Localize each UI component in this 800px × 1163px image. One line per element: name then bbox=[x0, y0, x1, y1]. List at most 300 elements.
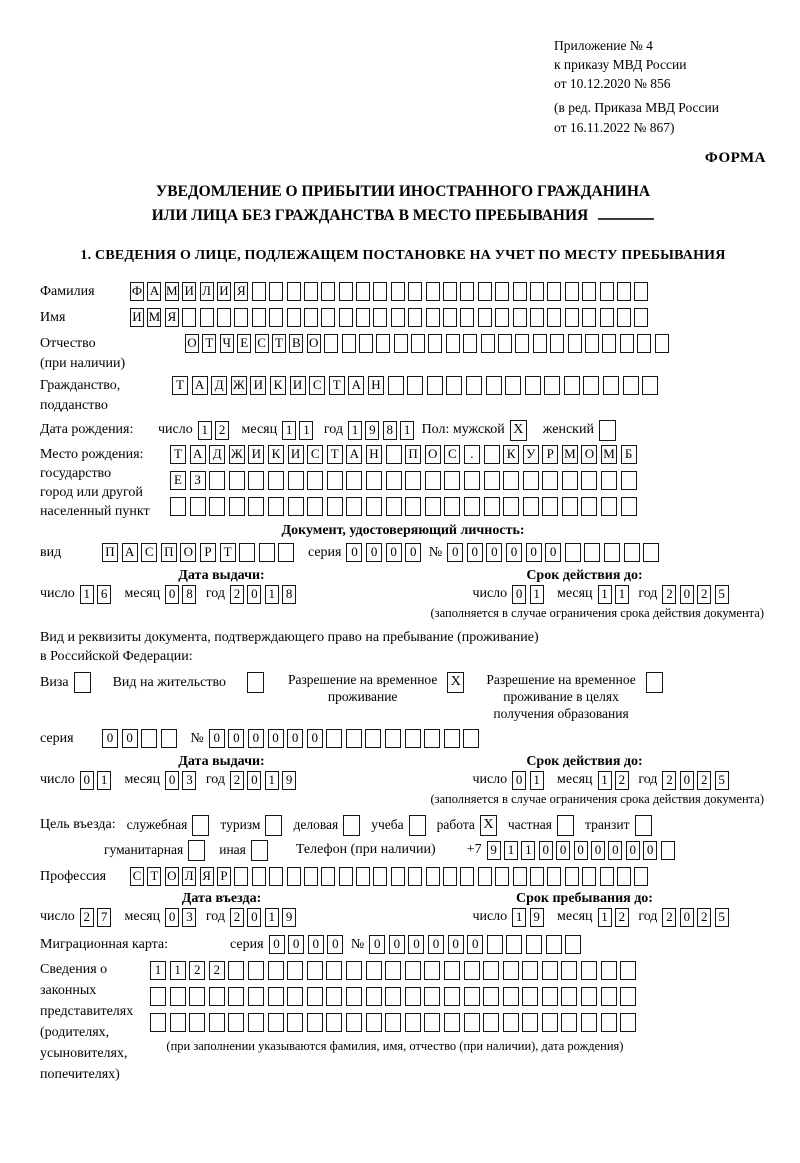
char-cell bbox=[557, 815, 574, 836]
entry-month-boxes bbox=[165, 908, 200, 927]
char-cell: Т bbox=[329, 376, 345, 395]
surname-row bbox=[40, 282, 766, 302]
expiry-date-heading: Срок действия до: bbox=[526, 753, 643, 769]
char-cell bbox=[424, 1013, 440, 1032]
char-cell bbox=[307, 961, 323, 980]
visa-label: Виза bbox=[40, 674, 69, 690]
char-cell: 8 bbox=[182, 585, 196, 604]
firstname-label: Имя bbox=[40, 309, 66, 325]
form-title-line2-text: ИЛИ ЛИЦА БЕЗ ГРАЖДАНСТВА В МЕСТО ПРЕБЫВАНИЯ bbox=[151, 206, 589, 224]
char-cell bbox=[252, 867, 266, 886]
char-cell bbox=[326, 1013, 342, 1032]
char-cell: 0 bbox=[467, 935, 483, 954]
edu-residence-label-line3: получения образования bbox=[493, 705, 629, 721]
char-cell: 0 bbox=[428, 935, 444, 954]
char-cell: К bbox=[268, 445, 284, 464]
char-cell: Р bbox=[542, 445, 558, 464]
char-cell: Я bbox=[165, 308, 179, 327]
char-cell: 9 bbox=[365, 421, 379, 440]
char-cell bbox=[620, 334, 634, 353]
char-cell bbox=[655, 334, 669, 353]
char-cell: 1 bbox=[598, 771, 612, 790]
char-cell bbox=[601, 471, 617, 490]
char-cell bbox=[304, 867, 318, 886]
char-cell bbox=[506, 935, 522, 954]
surname-label: Фамилия bbox=[40, 283, 95, 299]
char-cell: С bbox=[309, 376, 325, 395]
title-blank-underline bbox=[598, 207, 654, 220]
char-cell bbox=[190, 497, 206, 516]
char-cell bbox=[247, 672, 264, 693]
purpose-checkbox bbox=[480, 815, 497, 836]
residence-number-boxes bbox=[209, 729, 483, 748]
expiry-day-boxes bbox=[512, 771, 547, 790]
year-label: год bbox=[638, 586, 658, 602]
edu-residence-label-line2: проживание в целях bbox=[503, 688, 619, 704]
char-cell bbox=[602, 334, 616, 353]
day-label: число bbox=[472, 772, 508, 788]
char-cell bbox=[584, 543, 600, 562]
char-cell bbox=[408, 282, 422, 301]
char-cell bbox=[463, 334, 477, 353]
entry-purpose-label: Цель въезда: bbox=[40, 817, 116, 833]
char-cell bbox=[326, 729, 342, 748]
char-cell: К bbox=[270, 376, 286, 395]
char-cell: Р bbox=[217, 867, 231, 886]
char-cell bbox=[634, 282, 648, 301]
char-cell: 0 bbox=[268, 729, 284, 748]
char-cell: 2 bbox=[230, 585, 244, 604]
entry-day-boxes bbox=[80, 908, 115, 927]
doc-series-boxes bbox=[346, 543, 424, 562]
purpose-checkbox bbox=[409, 815, 426, 836]
char-cell: У bbox=[523, 445, 539, 464]
char-cell bbox=[604, 543, 620, 562]
citizenship-label-line1: Гражданство, bbox=[40, 377, 121, 393]
char-cell: 0 bbox=[467, 543, 483, 562]
char-cell bbox=[581, 1013, 597, 1032]
char-cell bbox=[268, 1013, 284, 1032]
char-cell bbox=[464, 471, 480, 490]
char-cell: 0 bbox=[165, 771, 179, 790]
visa-option bbox=[40, 672, 91, 693]
purpose-option bbox=[220, 815, 282, 836]
char-cell bbox=[426, 282, 440, 301]
char-cell: 9 bbox=[282, 771, 296, 790]
migration-number-label: № bbox=[350, 936, 365, 952]
char-cell: О bbox=[165, 867, 179, 886]
char-cell bbox=[385, 961, 401, 980]
expiry-date-group bbox=[472, 585, 732, 604]
char-cell: 1 bbox=[265, 771, 279, 790]
char-cell bbox=[391, 308, 405, 327]
issue-day-boxes bbox=[80, 585, 115, 604]
issue-year-boxes bbox=[230, 771, 300, 790]
char-cell: М bbox=[601, 445, 617, 464]
char-cell: И bbox=[182, 282, 196, 301]
firstname-row bbox=[40, 308, 766, 328]
char-cell bbox=[582, 308, 596, 327]
representatives-block bbox=[40, 959, 766, 1085]
birthplace-boxes bbox=[170, 445, 640, 523]
char-cell: 2 bbox=[189, 961, 205, 980]
char-cell bbox=[600, 282, 614, 301]
char-cell: Т bbox=[202, 334, 216, 353]
char-cell: Ч bbox=[220, 334, 234, 353]
char-cell bbox=[513, 308, 527, 327]
char-cell bbox=[386, 471, 402, 490]
char-cell: В bbox=[289, 334, 303, 353]
char-cell: П bbox=[161, 543, 177, 562]
purpose-checkbox bbox=[343, 815, 360, 836]
char-cell: 0 bbox=[680, 771, 694, 790]
char-cell bbox=[443, 308, 457, 327]
issue-date-heading: Дата выдачи: bbox=[178, 753, 265, 769]
char-cell bbox=[601, 987, 617, 1006]
char-cell bbox=[182, 308, 196, 327]
char-cell bbox=[425, 497, 441, 516]
char-cell bbox=[192, 815, 209, 836]
char-cell bbox=[366, 497, 382, 516]
edu-residence-checkbox bbox=[646, 672, 663, 693]
purpose-label: деловая bbox=[293, 817, 339, 833]
char-cell bbox=[209, 987, 225, 1006]
day-label: число bbox=[472, 909, 508, 925]
char-cell bbox=[405, 987, 421, 1006]
char-cell bbox=[547, 867, 561, 886]
char-cell: Ж bbox=[229, 445, 245, 464]
char-cell bbox=[522, 961, 538, 980]
char-cell bbox=[446, 334, 460, 353]
patronymic-label bbox=[40, 334, 185, 374]
char-cell: 5 bbox=[715, 908, 729, 927]
birthplace-row3-boxes bbox=[170, 497, 640, 516]
char-cell bbox=[483, 961, 499, 980]
issue-day-boxes bbox=[80, 771, 115, 790]
char-cell bbox=[617, 867, 631, 886]
char-cell bbox=[484, 471, 500, 490]
char-cell: С bbox=[141, 543, 157, 562]
char-cell: 0 bbox=[102, 729, 118, 748]
sex-female-checkbox bbox=[599, 420, 616, 441]
char-cell: 1 bbox=[265, 585, 279, 604]
migration-number-boxes bbox=[369, 935, 585, 954]
char-cell bbox=[466, 376, 482, 395]
char-cell bbox=[394, 334, 408, 353]
char-cell bbox=[252, 308, 266, 327]
entry-date-heading: Дата въезда: bbox=[181, 890, 262, 906]
char-cell bbox=[287, 282, 301, 301]
char-cell bbox=[307, 1013, 323, 1032]
char-cell bbox=[642, 376, 658, 395]
char-cell: 1 bbox=[598, 908, 612, 927]
char-cell bbox=[487, 935, 503, 954]
char-cell bbox=[346, 961, 362, 980]
appendix-line: от 10.12.2020 № 856 bbox=[554, 76, 671, 92]
char-cell: 0 bbox=[307, 729, 323, 748]
char-cell: X bbox=[510, 420, 527, 441]
char-cell bbox=[581, 471, 597, 490]
char-cell bbox=[269, 282, 283, 301]
char-cell bbox=[346, 729, 362, 748]
char-cell bbox=[565, 282, 579, 301]
residence-doc-intro-line1: Вид и реквизиты документа, подтверждающего право на пребывание (проживание) bbox=[40, 629, 539, 645]
citizenship-row bbox=[40, 376, 766, 416]
char-cell bbox=[268, 987, 284, 1006]
birthplace-row1-boxes bbox=[170, 445, 640, 464]
char-cell bbox=[601, 961, 617, 980]
purpose-label: транзит bbox=[585, 817, 630, 833]
char-cell: 1 bbox=[598, 585, 612, 604]
char-cell: 1 bbox=[299, 421, 313, 440]
char-cell bbox=[424, 729, 440, 748]
sex-male-checkbox bbox=[510, 420, 527, 441]
representatives-label-line: законных bbox=[40, 982, 97, 998]
day-label: число bbox=[40, 909, 75, 925]
char-cell bbox=[170, 497, 186, 516]
char-cell bbox=[562, 497, 578, 516]
char-cell bbox=[405, 961, 421, 980]
char-cell: З bbox=[190, 471, 206, 490]
char-cell bbox=[522, 1013, 538, 1032]
char-cell bbox=[581, 497, 597, 516]
char-cell bbox=[522, 987, 538, 1006]
birthdate-row bbox=[40, 420, 766, 441]
surname-boxes bbox=[130, 282, 652, 301]
char-cell bbox=[248, 1013, 264, 1032]
char-cell: Я bbox=[200, 867, 214, 886]
char-cell bbox=[483, 987, 499, 1006]
birth-month-label: месяц bbox=[241, 422, 278, 438]
char-cell bbox=[229, 471, 245, 490]
year-label: год bbox=[205, 586, 225, 602]
expiry-day-boxes bbox=[512, 585, 547, 604]
entry-dates bbox=[40, 908, 766, 927]
char-cell: 2 bbox=[662, 585, 676, 604]
char-cell bbox=[478, 282, 492, 301]
char-cell: 0 bbox=[369, 935, 385, 954]
firstname-boxes bbox=[130, 308, 652, 327]
migration-card-label: Миграционная карта: bbox=[40, 936, 169, 952]
char-cell bbox=[170, 987, 186, 1006]
char-cell bbox=[523, 471, 539, 490]
char-cell bbox=[385, 1013, 401, 1032]
forma-label: ФОРМА bbox=[704, 149, 766, 166]
char-cell: 2 bbox=[662, 771, 676, 790]
char-cell bbox=[426, 308, 440, 327]
representatives-note: (при заполнении указываются фамилия, имя, отчество (при наличии), дата рождения) bbox=[166, 1038, 624, 1053]
doc-kind-label: вид bbox=[40, 544, 62, 560]
char-cell bbox=[646, 672, 663, 693]
identity-doc-note: (заполняется в случае ограничения срока действия документа) bbox=[430, 605, 764, 620]
char-cell: Т bbox=[170, 445, 186, 464]
doc-number-boxes bbox=[447, 543, 663, 562]
identity-doc-heading: Документ, удостоверяющий личность: bbox=[281, 522, 525, 538]
char-cell bbox=[339, 867, 353, 886]
sex-female-label: женский bbox=[542, 422, 594, 438]
char-cell: 1 bbox=[97, 771, 111, 790]
char-cell bbox=[564, 376, 580, 395]
migration-series-boxes bbox=[269, 935, 347, 954]
identity-doc-row bbox=[40, 543, 766, 563]
char-cell bbox=[634, 308, 648, 327]
year-label: год bbox=[205, 772, 225, 788]
expiry-month-boxes bbox=[598, 771, 633, 790]
purpose-option bbox=[293, 815, 360, 836]
char-cell: Ф bbox=[130, 282, 144, 301]
char-cell: 9 bbox=[282, 908, 296, 927]
char-cell: С bbox=[307, 445, 323, 464]
char-cell bbox=[150, 987, 166, 1006]
purpose-option bbox=[585, 815, 652, 836]
char-cell bbox=[617, 308, 631, 327]
char-cell: О bbox=[307, 334, 321, 353]
purpose-label: частная bbox=[507, 817, 552, 833]
char-cell bbox=[385, 987, 401, 1006]
char-cell bbox=[533, 334, 547, 353]
char-cell bbox=[248, 471, 264, 490]
char-cell: А bbox=[348, 376, 364, 395]
char-cell: О bbox=[581, 445, 597, 464]
char-cell bbox=[391, 282, 405, 301]
char-cell bbox=[373, 867, 387, 886]
char-cell bbox=[544, 376, 560, 395]
char-cell: О bbox=[425, 445, 441, 464]
char-cell bbox=[234, 867, 248, 886]
char-cell bbox=[170, 1013, 186, 1032]
appendix-line: от 16.11.2022 № 867) bbox=[554, 119, 675, 135]
month-label: месяц bbox=[556, 909, 593, 925]
char-cell: 5 bbox=[715, 585, 729, 604]
char-cell: 1 bbox=[504, 841, 518, 860]
char-cell bbox=[661, 841, 675, 860]
char-cell bbox=[585, 334, 599, 353]
char-cell bbox=[287, 987, 303, 1006]
char-cell: 0 bbox=[269, 935, 285, 954]
char-cell bbox=[565, 867, 579, 886]
issue-year-boxes bbox=[230, 585, 300, 604]
purpose-checkbox bbox=[251, 840, 268, 861]
char-cell bbox=[424, 961, 440, 980]
char-cell: 1 bbox=[170, 961, 186, 980]
temp-residence-label-line2: проживание bbox=[327, 688, 398, 704]
char-cell: К bbox=[503, 445, 519, 464]
char-cell bbox=[287, 1013, 303, 1032]
purpose-checkbox bbox=[188, 840, 205, 861]
char-cell bbox=[623, 376, 639, 395]
edu-residence-label-line1: Разрешение на временное bbox=[486, 672, 636, 687]
char-cell bbox=[265, 815, 282, 836]
entry-date-group bbox=[40, 908, 300, 927]
char-cell: И bbox=[217, 282, 231, 301]
char-cell: 0 bbox=[506, 543, 522, 562]
char-cell: 0 bbox=[366, 543, 382, 562]
day-label: число bbox=[472, 586, 508, 602]
char-cell: Е bbox=[170, 471, 186, 490]
char-cell bbox=[561, 1013, 577, 1032]
char-cell bbox=[464, 961, 480, 980]
char-cell: 0 bbox=[405, 543, 421, 562]
profession-label: Профессия bbox=[40, 868, 107, 884]
temp-residence-option bbox=[288, 672, 464, 706]
residence-doc-note: (заполняется в случае ограничения срока действия документа) bbox=[430, 791, 764, 806]
char-cell bbox=[321, 308, 335, 327]
char-cell bbox=[248, 961, 264, 980]
char-cell bbox=[495, 282, 509, 301]
char-cell bbox=[217, 308, 231, 327]
expiry-month-boxes bbox=[598, 585, 633, 604]
char-cell bbox=[530, 867, 544, 886]
char-cell bbox=[444, 1013, 460, 1032]
year-label: год bbox=[205, 909, 225, 925]
char-cell bbox=[542, 961, 558, 980]
birth-year-boxes bbox=[348, 421, 418, 440]
char-cell bbox=[373, 282, 387, 301]
edu-residence-option bbox=[486, 672, 662, 723]
char-cell: 2 bbox=[209, 961, 225, 980]
char-cell bbox=[288, 471, 304, 490]
char-cell bbox=[268, 961, 284, 980]
char-cell bbox=[582, 867, 596, 886]
char-cell bbox=[478, 867, 492, 886]
char-cell: . bbox=[464, 445, 480, 464]
phone-label: Телефон (при наличии) bbox=[295, 842, 436, 858]
char-cell bbox=[248, 987, 264, 1006]
entry-purpose-row2 bbox=[40, 840, 766, 861]
char-cell bbox=[209, 497, 225, 516]
char-cell bbox=[603, 376, 619, 395]
char-cell bbox=[268, 471, 284, 490]
purpose-option bbox=[371, 815, 425, 836]
char-cell bbox=[503, 471, 519, 490]
form-title-line1: УВЕДОМЛЕНИЕ О ПРИБЫТИИ ИНОСТРАННОГО ГРАЖДАНИНА bbox=[155, 182, 651, 200]
representatives-label-line: попечителях) bbox=[40, 1066, 120, 1082]
char-cell: Т bbox=[147, 867, 161, 886]
purpose-option bbox=[127, 815, 210, 836]
char-cell: Т bbox=[272, 334, 286, 353]
char-cell: 0 bbox=[512, 585, 526, 604]
char-cell bbox=[617, 282, 631, 301]
char-cell bbox=[568, 334, 582, 353]
char-cell: 0 bbox=[389, 935, 405, 954]
char-cell bbox=[530, 308, 544, 327]
char-cell bbox=[542, 987, 558, 1006]
birthplace-label bbox=[40, 445, 170, 521]
char-cell bbox=[428, 334, 442, 353]
char-cell bbox=[621, 497, 637, 516]
char-cell: Т bbox=[220, 543, 236, 562]
char-cell: 0 bbox=[556, 841, 570, 860]
char-cell: 1 bbox=[198, 421, 212, 440]
char-cell: 0 bbox=[626, 841, 640, 860]
char-cell: 0 bbox=[308, 935, 324, 954]
char-cell: 0 bbox=[209, 729, 225, 748]
char-cell: И bbox=[130, 308, 144, 327]
birthplace-block bbox=[40, 445, 766, 523]
char-cell bbox=[209, 1013, 225, 1032]
char-cell: 0 bbox=[448, 935, 464, 954]
char-cell bbox=[189, 987, 205, 1006]
char-cell: 0 bbox=[248, 729, 264, 748]
char-cell bbox=[385, 729, 401, 748]
stay-day-boxes bbox=[512, 908, 547, 927]
char-cell bbox=[464, 1013, 480, 1032]
stay-year-boxes bbox=[662, 908, 732, 927]
char-cell bbox=[228, 961, 244, 980]
char-cell: С bbox=[255, 334, 269, 353]
char-cell bbox=[405, 497, 421, 516]
char-cell: 0 bbox=[643, 841, 657, 860]
